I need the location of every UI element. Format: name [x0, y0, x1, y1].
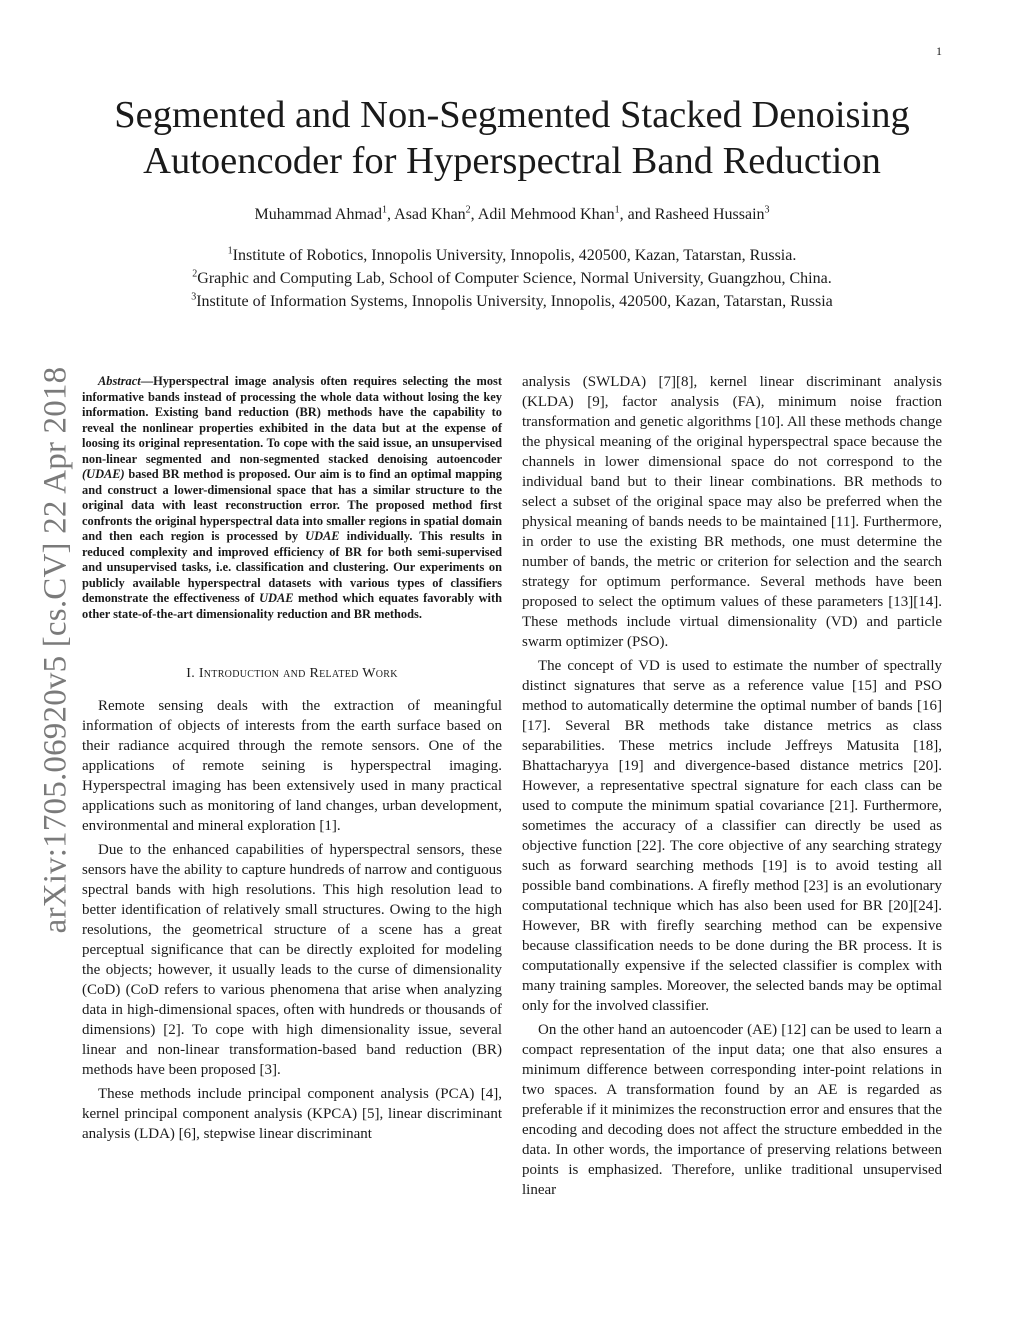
affiliation-line	[60, 244, 964, 267]
affiliation-line	[60, 267, 964, 290]
author-list	[60, 206, 964, 224]
body-paragraph: Due to the enhanced capabilities of hyperspectral sensors, these sensors have the ability to capture hundreds of narrow and contiguous spectral bands with high resolutions. This high resolution lead to better identification of relatively small structures. Owing to the high resolutions, the geometrical structure of a scene has a great perceptual significance that can be directly exploited for modeling the objects; however, it usually leads to the curse of dimensionality (CoD) (CoD refers to various phenomena that arise when analyzing data in high-dimensional spaces, often with hundreds or thousands of dimensions) [2]. To cope with high dimensionality issue, several linear and non-linear transformation-based band reduction (BR) methods have been proposed [3].	[82, 842, 502, 1078]
author-affiliation-mark: 1	[382, 204, 388, 216]
affiliation-number: 3	[191, 291, 197, 303]
body-paragraph: These methods include principal component analysis (PCA) [4], kernel principal component analysis (KPCA) [5], linear discriminant analysis (LDA) [6], stepwise linear discriminant	[82, 1086, 502, 1142]
affiliation-text: Institute of Robotics, Innopolis University, Innopolis, 420500, Kazan, Tatarstan, Russia.	[232, 247, 797, 264]
page-number: 1	[936, 44, 942, 58]
affiliation-number: 2	[192, 268, 198, 280]
affiliation-text: Institute of Information Systems, Innopolis University, Innopolis, 420500, Kazan, Tatarstan, Russia	[196, 293, 833, 310]
paper-title: Segmented and Non-Segmented Stacked Denoising Autoencoder for Hyperspectral Band Reduction	[114, 94, 910, 182]
abstract-text: based BR method is proposed. Our aim is to find an optimal mapping and construct a lower-dimensional space that has a similar structure to the original data with least reconstruction error. The proposed method first confronts the original hyperspectral data into smaller regions in spatial domain and then each region is processed by	[82, 467, 502, 543]
abstract-dash: —	[140, 374, 154, 388]
author-affiliation-mark: 2	[465, 204, 471, 216]
abstract-text: individually. This results in reduced complexity and improved efficiency of BR for both semi-supervised and unsupervised tasks, i.e. classification and clustering. Our experiments on publicly available hyperspectral datasets with various types of classifiers demonstrate the effectiveness of	[82, 529, 503, 605]
abstract-text: method which equates favorably with other state-of-the-art dimensionality reduction and BR methods.	[82, 591, 502, 621]
abstract	[82, 374, 502, 622]
right-column	[522, 372, 942, 1204]
left-column	[82, 372, 502, 1148]
affiliation-line	[60, 290, 964, 313]
body-paragraph: The concept of VD is used to estimate the number of spectrally distinct signatures that serve as a reference value [15] and PSO method to automatically determine the optimal number of bands [16][17]. Several BR methods take distance metrics as class separabilities. These metrics include Jeffreys Matusita [18], Bhattacharyya [19] and divergence-based distance metrics [20]. However, a representative spectral signature for each class can be used to compute the minimum spatial covariance [21]. Furthermore, sometimes the accuracy of a classifier can directly be used as objective function [22]. The core objective of any searching strategy such as forward searching methods [19] is to avoid testing all possible band combinations. A firefly method [23] is an evolutionary computational technique which has also been used for BR [20][24]. However, BR with firefly searching method can be expensive because classification needs to be done during the BR process. It is computationally expensive if the selected classifier is complex with many training samples. Moreover, the selected bands may be optimal only for the involved classifier.	[522, 658, 942, 1014]
author-name: , Adil Mehmood Khan	[470, 206, 615, 223]
section-heading	[82, 664, 502, 684]
author-name: , Asad Khan	[387, 206, 466, 223]
author-affiliation-mark: 1	[614, 204, 620, 216]
section-number: I.	[186, 666, 195, 681]
affiliation-text: Graphic and Computing Lab, School of Computer Science, Normal University, Guangzhou, China.	[197, 270, 832, 287]
abstract-method-name: (UDAE)	[82, 467, 125, 481]
abstract-label: Abstract	[98, 374, 141, 388]
body-paragraph: On the other hand an autoencoder (AE) [12] can be used to learn a compact representation of the input data; one that also ensures a minimum difference between corresponding inter-point relations in two spaces. A transformation found by an AE is regarded as preferable if it minimizes the reconstruction error and ensures that the encoding and decoding does not affect the structure embedded in the data. In other words, the importance of preserving relations between points is emphasized. Therefore, unlike traditional unsupervised linear	[522, 1022, 942, 1198]
author-name: , and Rasheed Hussain	[619, 206, 765, 223]
body-paragraph: analysis (SWLDA) [7][8], kernel linear discriminant analysis (KLDA) [9], factor analysis (FA), minimum noise fraction transformation and genetic algorithms [10]. All these methods change the physical meaning of the original hyperspectral space because the channels in lower dimensional space do not correspond to the individual band but to their linear combinations. BR methods to select a subset of the original space may also be preferred when the physical meaning of bands needs to be maintained [11]. Furthermore, in order to use the existing BR methods, one must determine the number of bands, the metric or criterion for selection and the search strategy for optimum performance. Several methods have been proposed to select the optimum values of these parameters [13][14]. These methods include virtual dimensionality (VD) and particle swarm optimizer (PSO).	[522, 374, 942, 650]
arxiv-identifier: arXiv:1705.06920v5 [cs.CV] 22 Apr 2018	[37, 366, 74, 934]
abstract-method-name: UDAE	[305, 529, 340, 543]
affiliation-list	[60, 244, 964, 313]
section-title	[199, 666, 398, 681]
section-title-text: Introduction and Related Work	[198, 666, 398, 681]
body-paragraph: Remote sensing deals with the extraction of meaningful information of objects of interests from the earth surface based on their radiance acquired through the remote sensors. One of the applications of remote seining is hyperspectral imaging. Hyperspectral imaging has been extensively used in many practical applications such as monitoring of land changes, urban development, environmental and mineral exploration [1].	[82, 698, 502, 834]
abstract-method-name: UDAE	[259, 591, 294, 605]
affiliation-number: 1	[227, 245, 233, 257]
author-name: Muhammad Ahmad	[254, 206, 383, 223]
abstract-text: Hyperspectral image analysis often requires selecting the most informative bands instead of processing the whole data without losing the key information. Existing band reduction (BR) methods have the capability to reveal the nonlinear properties exhibited in the data but at the expense of loosing its original representation. To cope with the said issue, an unsupervised non-linear segmented and non-segmented stacked denoising autoencoder	[82, 374, 502, 466]
author-affiliation-mark: 3	[764, 204, 770, 216]
